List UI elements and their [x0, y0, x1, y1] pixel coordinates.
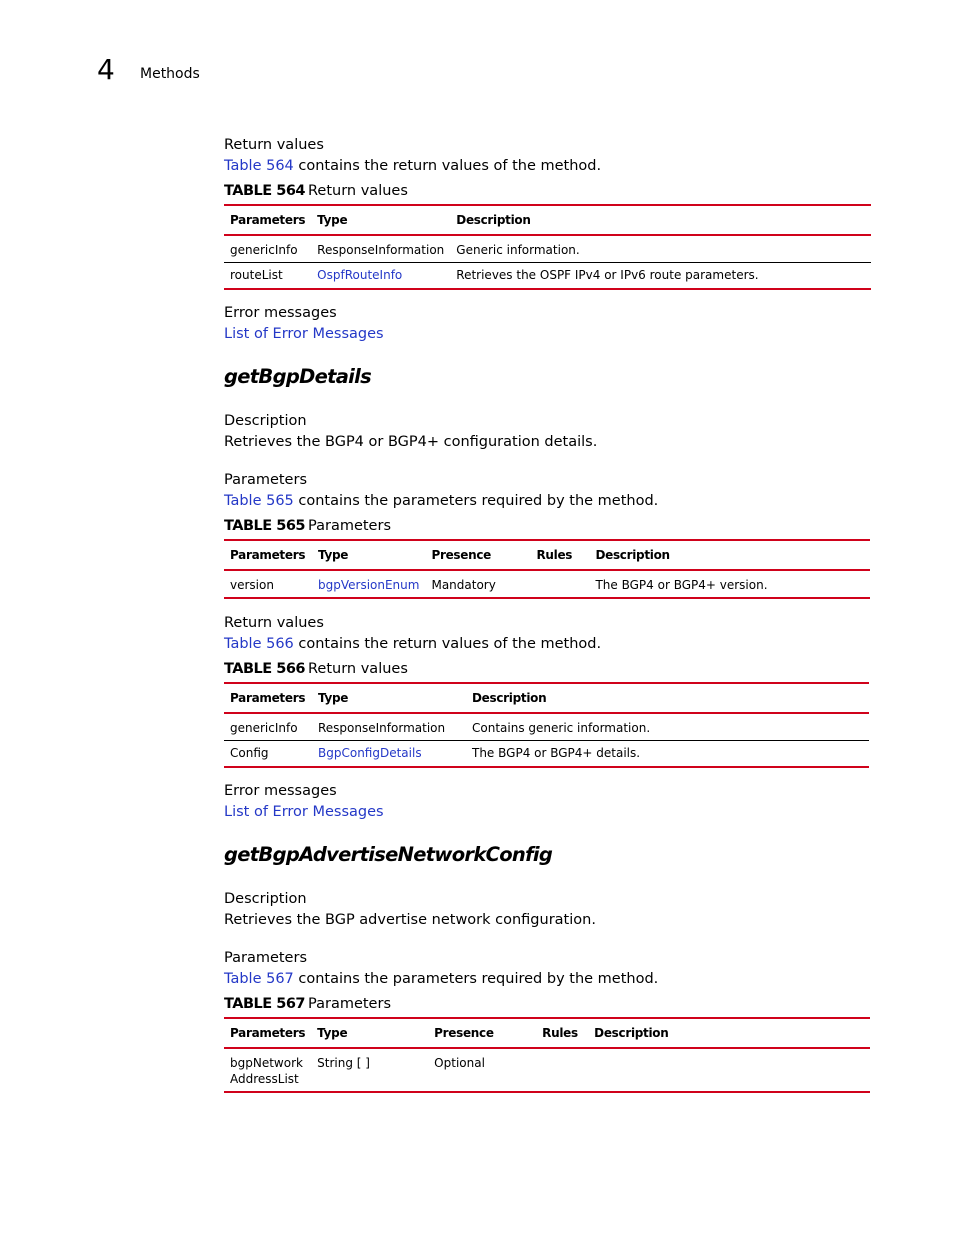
cell: [224, 1048, 311, 1092]
col-header: Type: [318, 548, 349, 562]
col-header: Parameters: [230, 548, 306, 562]
col-header: Rules: [536, 548, 573, 562]
parameters-table-565: [224, 539, 870, 599]
cell: version: [230, 578, 274, 592]
cell: Contains generic information.: [472, 721, 651, 735]
chapter-number: 4: [97, 53, 115, 86]
error-messages-heading: Error messages: [224, 305, 337, 321]
col-header: Type: [318, 691, 349, 705]
ref-text: contains the parameters required by the method.: [293, 971, 659, 987]
table-row: [224, 713, 869, 741]
col-header: Rules: [542, 1026, 578, 1040]
col-header: Description: [595, 548, 670, 562]
cell: String [ ]: [317, 1056, 370, 1070]
col-header: Parameters: [230, 213, 306, 227]
return-values-ref: [224, 156, 601, 176]
table-row: [224, 1048, 870, 1092]
parameters-heading: Parameters: [224, 950, 307, 966]
table-number: TABLE 565: [224, 518, 305, 534]
param-name-line: AddressList: [230, 1072, 299, 1086]
col-header: Type: [317, 1026, 348, 1040]
cell: ResponseInformation: [318, 721, 446, 735]
table-title: Parameters: [308, 996, 391, 1012]
error-messages-heading: Error messages: [224, 783, 337, 799]
table-number: TABLE 564: [224, 183, 305, 199]
cell-link[interactable]: BgpConfigDetails: [318, 746, 422, 760]
table-title: Return values: [308, 661, 408, 677]
cell: Retrieves the OSPF IPv4 or IPv6 route parameters.: [456, 268, 759, 282]
cell: genericInfo: [230, 243, 298, 257]
ref-text: contains the parameters required by the method.: [293, 493, 659, 509]
table-row: [224, 263, 871, 289]
table-564-link[interactable]: Table 564: [224, 158, 294, 174]
col-header: Type: [317, 213, 348, 227]
cell: [588, 1048, 870, 1092]
table-caption: [224, 659, 408, 679]
description-heading: Description: [224, 413, 307, 429]
table-caption: [224, 994, 391, 1014]
method-title: getBgpDetails: [224, 365, 372, 388]
cell: Mandatory: [431, 578, 496, 592]
col-header: Description: [456, 213, 531, 227]
chapter-title: Methods: [140, 66, 200, 82]
table-title: Parameters: [308, 518, 391, 534]
return-values-table-564: [224, 204, 871, 290]
parameters-ref: [224, 491, 658, 511]
table-567-link[interactable]: Table 567: [224, 971, 294, 987]
error-messages-link[interactable]: List of Error Messages: [224, 804, 384, 820]
col-header: Parameters: [230, 691, 306, 705]
col-header: Presence: [431, 548, 491, 562]
parameters-heading: Parameters: [224, 472, 307, 488]
col-header: Description: [594, 1026, 669, 1040]
ref-text: contains the return values of the method.: [293, 636, 602, 652]
cell: Generic information.: [456, 243, 580, 257]
cell: ResponseInformation: [317, 243, 445, 257]
return-values-ref: [224, 634, 601, 654]
description-text: Retrieves the BGP advertise network configuration.: [224, 912, 596, 928]
return-values-table-566: [224, 682, 869, 768]
table-caption: [224, 181, 408, 201]
description-heading: Description: [224, 891, 307, 907]
cell: Optional: [434, 1056, 485, 1070]
cell-link[interactable]: bgpVersionEnum: [318, 578, 420, 592]
return-values-heading: Return values: [224, 615, 324, 631]
table-row: [224, 235, 871, 263]
cell: Config: [230, 746, 269, 760]
table-565-link[interactable]: Table 565: [224, 493, 294, 509]
table-566-link[interactable]: Table 566: [224, 636, 294, 652]
ref-text: contains the return values of the method.: [293, 158, 602, 174]
cell: [536, 1048, 588, 1092]
cell: genericInfo: [230, 721, 298, 735]
parameters-table-567: [224, 1017, 870, 1093]
cell: The BGP4 or BGP4+ version.: [595, 578, 768, 592]
table-row: [224, 741, 869, 767]
table-caption: [224, 516, 391, 536]
cell: The BGP4 or BGP4+ details.: [472, 746, 641, 760]
cell: [530, 570, 589, 598]
col-header: Presence: [434, 1026, 494, 1040]
table-row: [224, 570, 870, 598]
table-number: TABLE 566: [224, 661, 305, 677]
parameters-ref: [224, 969, 658, 989]
description-text: Retrieves the BGP4 or BGP4+ configuration details.: [224, 434, 598, 450]
error-messages-link[interactable]: List of Error Messages: [224, 326, 384, 342]
col-header: Parameters: [230, 1026, 306, 1040]
cell-link[interactable]: OspfRouteInfo: [317, 268, 403, 282]
param-name-line: bgpNetwork: [230, 1056, 303, 1070]
method-title: getBgpAdvertiseNetworkConfig: [224, 843, 553, 866]
return-values-heading: Return values: [224, 137, 324, 153]
col-header: Description: [472, 691, 547, 705]
table-title: Return values: [308, 183, 408, 199]
cell: routeList: [230, 268, 283, 282]
table-number: TABLE 567: [224, 996, 305, 1012]
